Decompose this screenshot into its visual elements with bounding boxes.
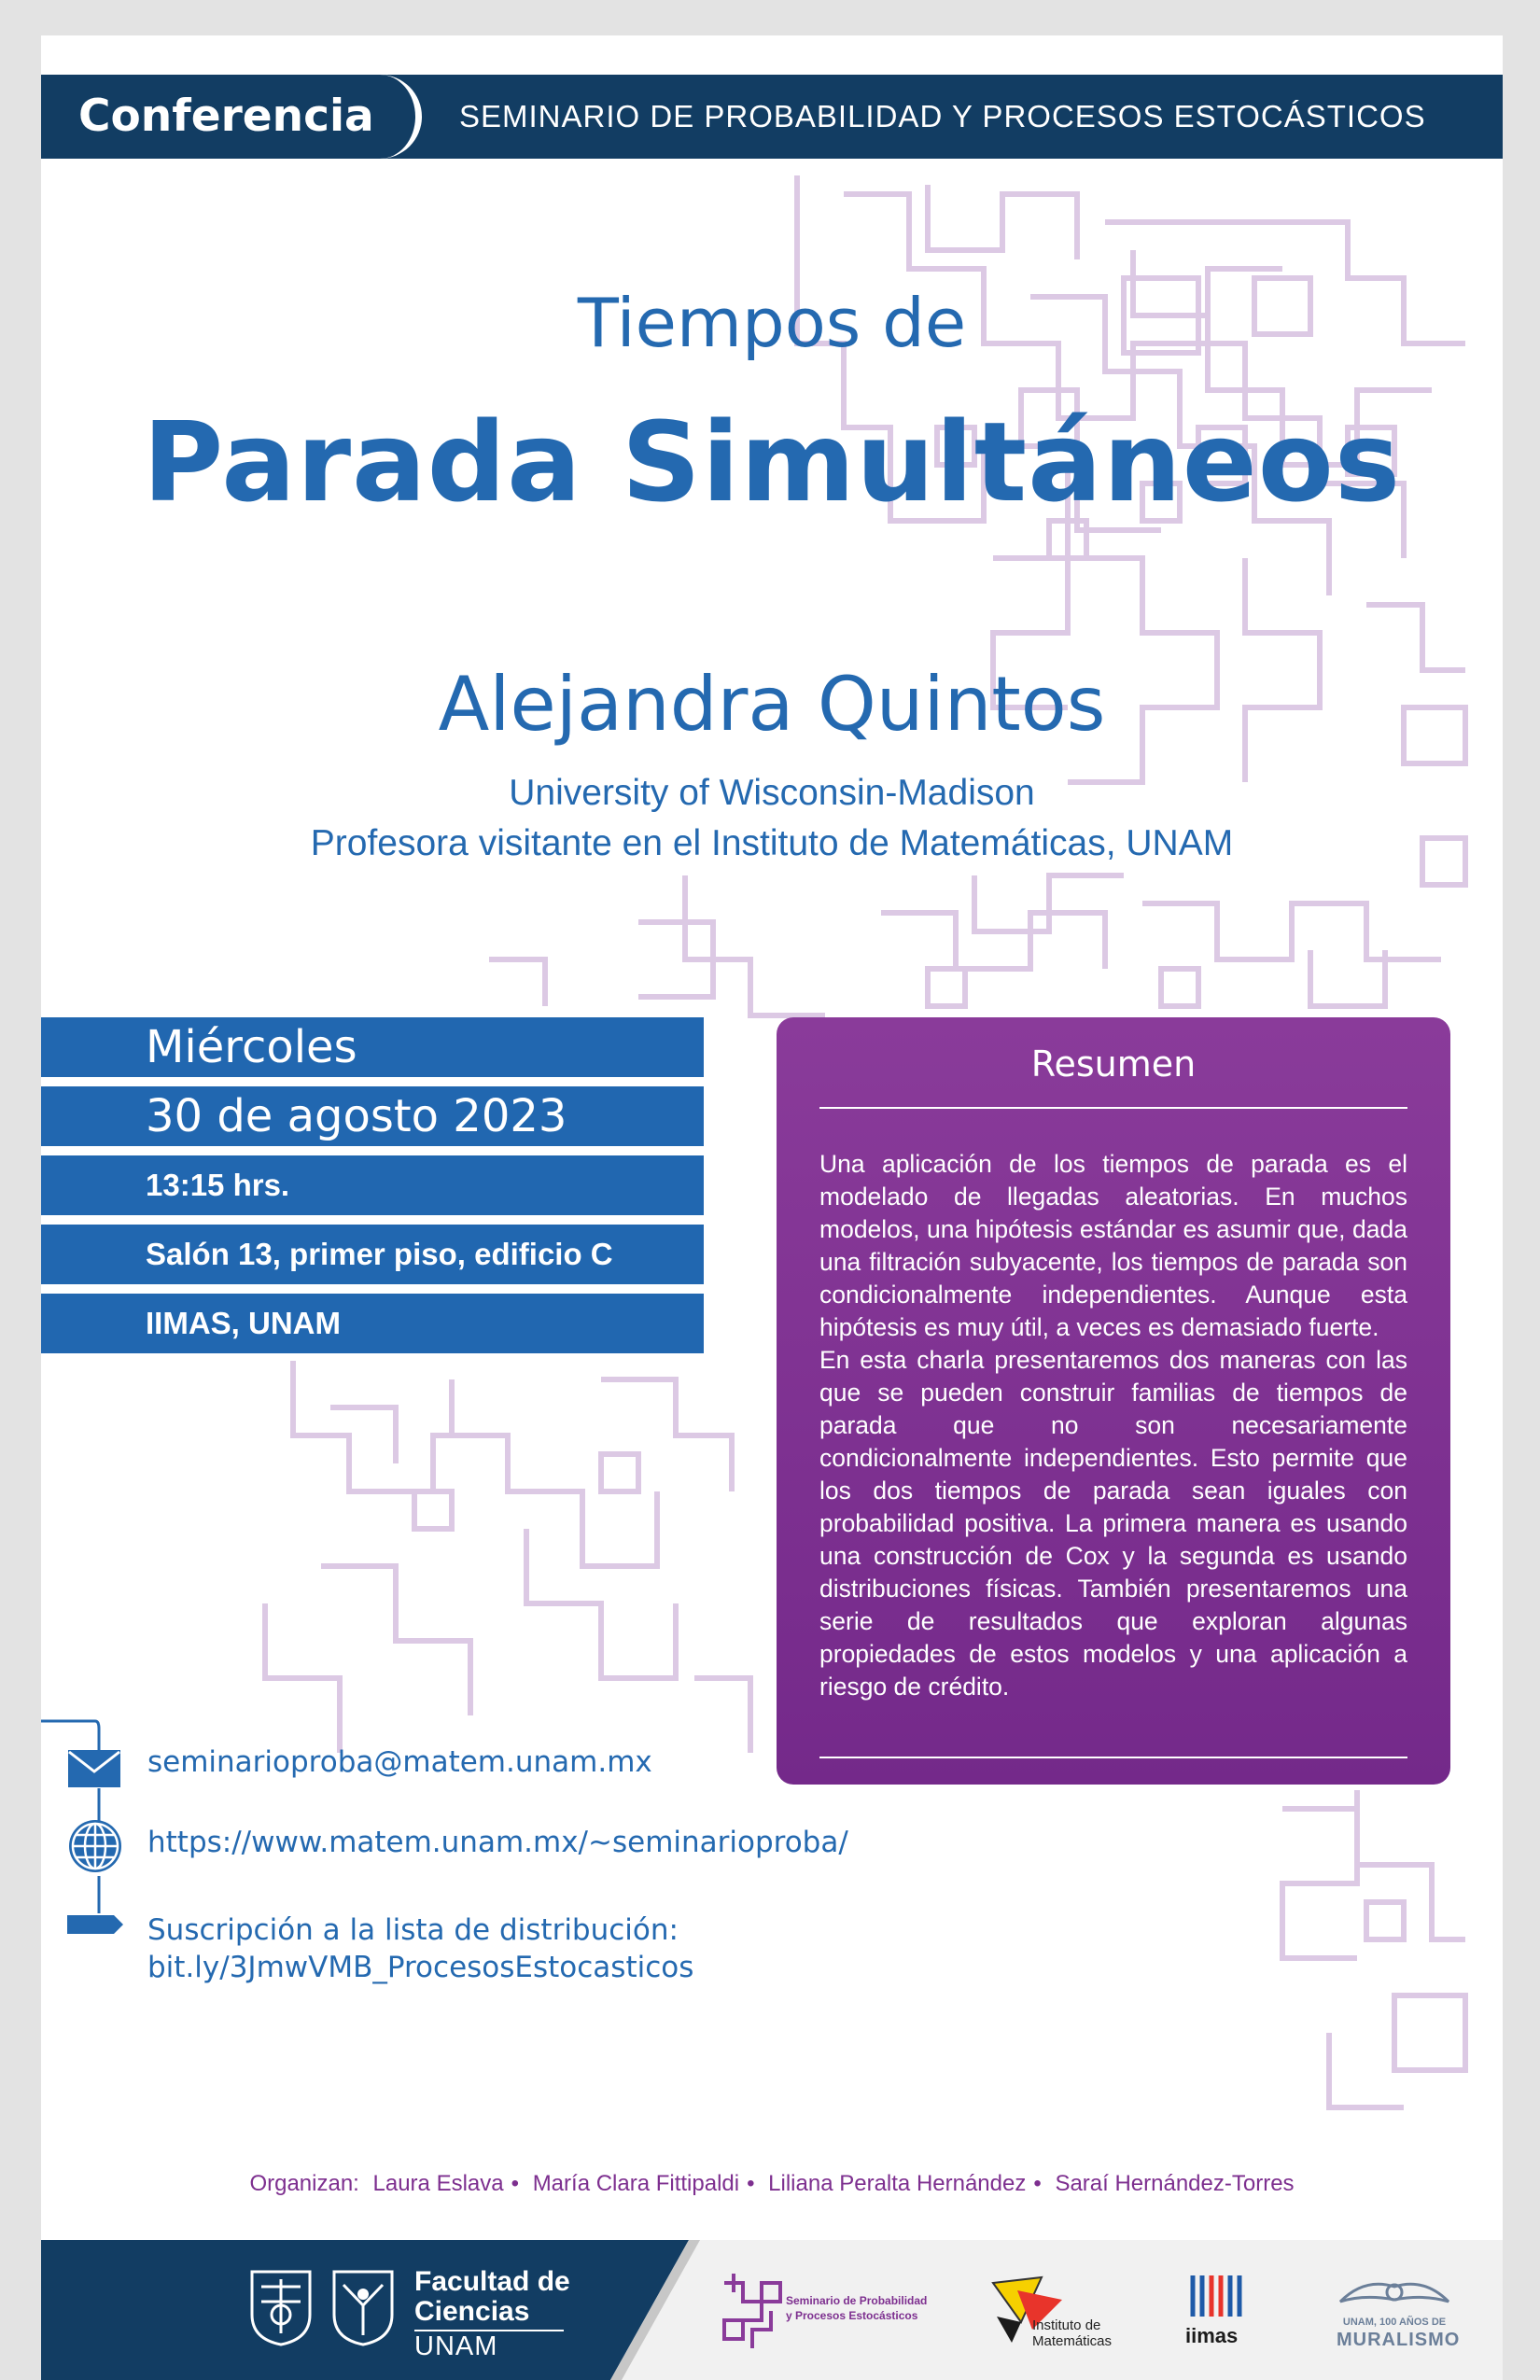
speaker-name: Alejandra Quintos xyxy=(438,661,1106,748)
unam-shield-icon xyxy=(248,2268,314,2346)
title-line-2: Parada Simultáneos xyxy=(142,398,1402,526)
summary-paragraph-2: En esta charla presentaremos dos maneras con las que se pueden construir familias de tiempos de parada que no son necesariamente condicionalmente independientes. Esto permite que los dos tiempos de parada sean iguales con probabilidad positiva. La primera manera es usando una construcción de Cox y la segunda es usando distribuciones físicas. También presentaremos una serie de resultados que exploran algunas propiedades de estos modelos y una aplicación a riesgo de crédito. xyxy=(819,1346,1407,1701)
arrow-icon xyxy=(67,1913,125,1936)
organizer-name: Saraí Hernández-Torres xyxy=(1055,2171,1295,2196)
mail-icon xyxy=(67,1749,121,1788)
summary-bottom-rule xyxy=(819,1757,1407,1758)
seminar-logo-icon xyxy=(715,2264,790,2358)
summary-text xyxy=(819,1148,1407,1703)
conference-tab xyxy=(41,75,422,159)
seminar-series-label: SEMINARIO DE PROBABILIDAD Y PROCESOS ESTOCÁSTICOS xyxy=(459,99,1426,133)
speaker-affiliation-1: University of Wisconsin-Madison xyxy=(509,773,1035,813)
organizer-separator: • xyxy=(747,2171,755,2196)
im-logo-line-1: Instituto de xyxy=(1032,2317,1101,2333)
im-logo-line-2: Matemáticas xyxy=(1032,2333,1113,2349)
organizers-label: Organizan: xyxy=(249,2171,359,2196)
faculty-name-line-3: UNAM xyxy=(414,2331,498,2361)
ciencias-shield-icon xyxy=(330,2268,396,2346)
muralism-logo-icon xyxy=(1337,2274,1452,2317)
organizer-name: Liliana Peralta Hernández xyxy=(768,2171,1027,2196)
title-line-1: Tiempos de xyxy=(577,284,967,362)
subscription-link[interactable]: bit.ly/3JmwVMB_ProcesosEstocasticos xyxy=(147,1951,694,1984)
organizer-separator: • xyxy=(1033,2171,1042,2196)
organizer-separator: • xyxy=(511,2171,520,2196)
website-link[interactable]: https://www.matem.unam.mx/~seminarioproba/ xyxy=(147,1826,848,1859)
summary-card xyxy=(777,1017,1450,1785)
muralism-logo-line-2: MURALISMO xyxy=(1337,2330,1461,2350)
conference-label: Conferencia xyxy=(78,91,374,142)
globe-icon xyxy=(67,1818,123,1874)
iimas-logo-text: iimas xyxy=(1185,2324,1239,2347)
email-link[interactable]: seminarioproba@matem.unam.mx xyxy=(147,1745,652,1779)
muralism-logo-line-1: UNAM, 100 AÑOS DE xyxy=(1342,2317,1447,2328)
summary-paragraph-1: Una aplicación de los tiempos de parada es el modelado de llegadas aleatorias. En muchos modelos, una hipótesis estándar es asumir que, dada una filtración subyacente, los tiempos de parada son condicionalmente independientes. Aunque esta hipótesis es muy útil, a veces es demasiado fuerte. xyxy=(819,1150,1407,1341)
faculty-name-line-1: Facultad de xyxy=(414,2266,570,2297)
event-institution: IIMAS, UNAM xyxy=(41,1294,704,1353)
organizer-name: Laura Eslava xyxy=(372,2171,504,2196)
speaker-affiliation-2: Profesora visitante en el Instituto de Matemáticas, UNAM xyxy=(310,823,1234,863)
summary-top-rule xyxy=(819,1107,1407,1109)
organizers-line xyxy=(41,2171,1503,2197)
event-day: Miércoles xyxy=(41,1017,704,1077)
poster xyxy=(41,35,1503,2380)
faculty-name-line-2: Ciencias xyxy=(414,2296,530,2327)
organizer-name: María Clara Fittipaldi xyxy=(532,2171,740,2196)
iimas-logo-icon xyxy=(1187,2272,1245,2320)
summary-title: Resumen xyxy=(1030,1043,1197,1085)
seminar-logo-line-1: Seminario de Probabilidad xyxy=(786,2294,928,2307)
event-time: 13:15 hrs. xyxy=(41,1155,704,1215)
seminar-logo-line-2: y Procesos Estocásticos xyxy=(786,2309,918,2322)
subscription-label: Suscripción a la lista de distribución: xyxy=(147,1913,679,1947)
event-room: Salón 13, primer piso, edificio C xyxy=(41,1225,704,1284)
event-date: 30 de agosto 2023 xyxy=(41,1086,704,1146)
